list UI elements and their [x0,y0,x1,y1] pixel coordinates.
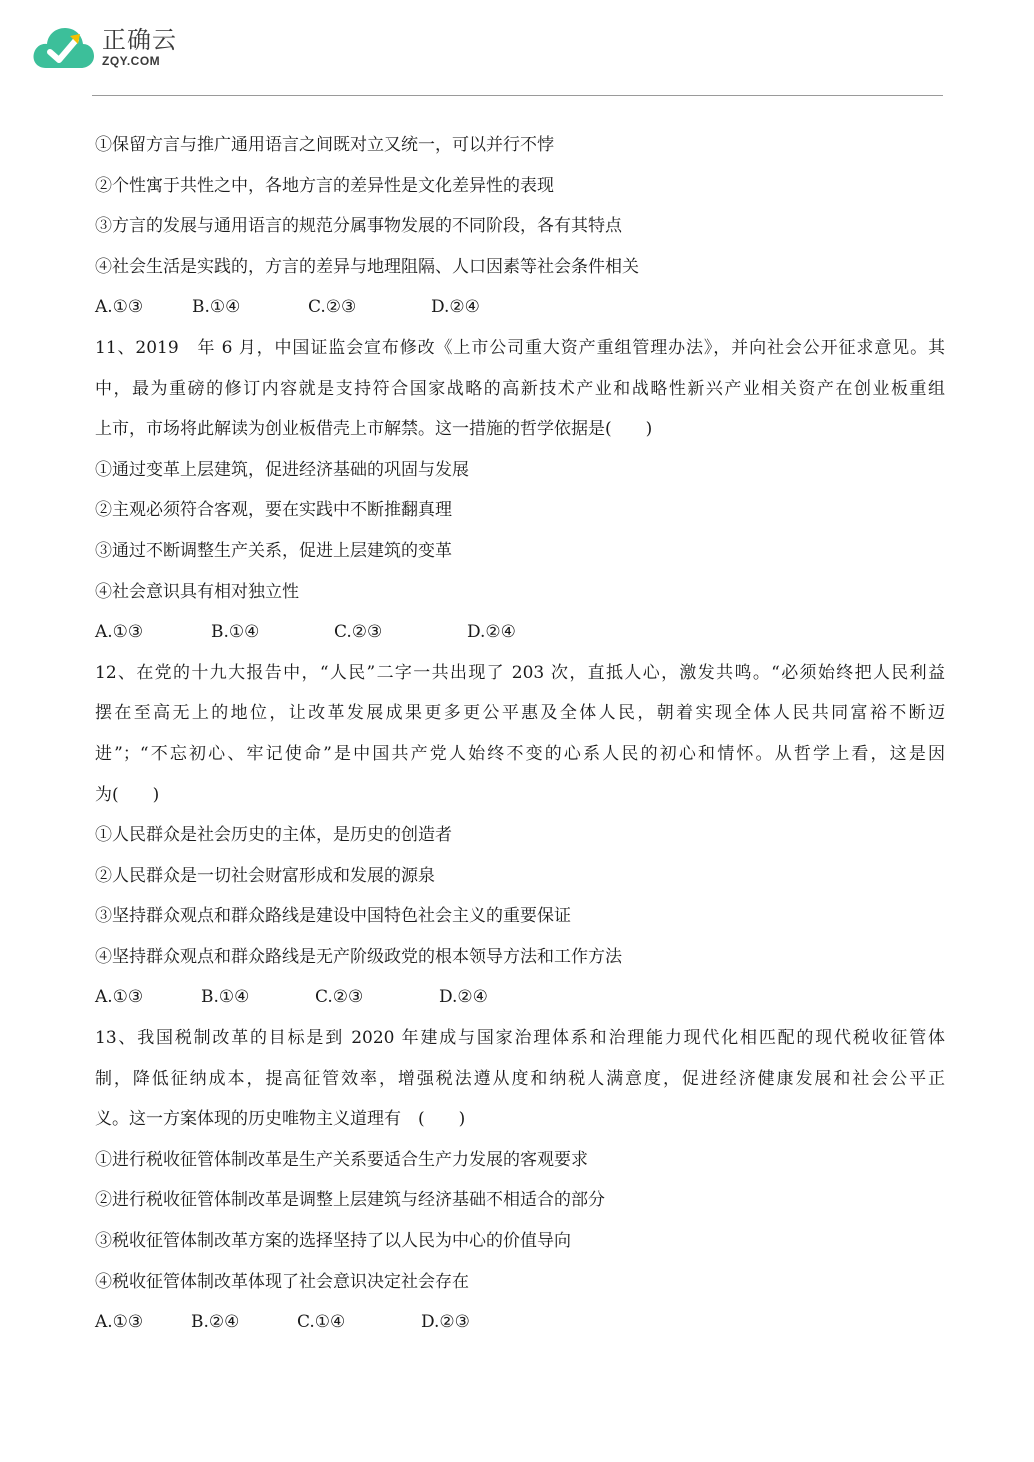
answer-b: B.②④ [191,1312,240,1333]
option-line: ③税收征管体制改革方案的选择坚持了以人民为中心的价值导向 [95,1231,571,1252]
answer-c: C.①④ [297,1312,346,1333]
header-divider [92,95,943,96]
answer-a: A.①③ [95,1312,144,1333]
answer-b: B.①④ [192,297,241,318]
question-stem-line: 摆在至高无上的地位，让改革发展成果更多更公平惠及全体人民，朝着实现全体人民共同富裕不断迈 [95,703,945,724]
option-line: ①通过变革上层建筑，促进经济基础的巩固与发展 [95,459,469,480]
answer-a: A.①③ [95,987,144,1008]
answer-a: A.①③ [95,297,144,318]
answer-c: C.②③ [334,622,383,643]
question-12 [95,653,945,1018]
answer-choices [95,977,945,1018]
question-13 [95,1018,945,1343]
option-line: ②个性寓于共性之中，各地方言的差异性是文化差异性的表现 [95,175,554,196]
brand-name: 正确云 [102,26,177,54]
document-body [95,125,945,1343]
answer-d: D.②④ [431,297,480,318]
answer-b: B.①④ [211,622,260,643]
option-line: ④社会生活是实践的，方言的差异与地理阻隔、人口因素等社会条件相关 [95,256,639,277]
option-line: ①保留方言与推广通用语言之间既对立又统一，可以并行不悖 [95,135,554,155]
answer-a: A.①③ [95,622,144,643]
answer-d: D.②④ [467,622,516,643]
question-stem-line: 制，降低征纳成本，提高征管效率，增强税法遵从度和纳税人满意度，促进经济健康发展和社会公平正 [95,1068,945,1089]
option-line: ③方言的发展与通用语言的规范分属事物发展的不同阶段，各有其特点 [95,216,622,237]
question-stem-line: 13、我国税制改革的目标是到 2020 年建成与国家治理体系和治理能力现代化相匹配的现代税收征管体 [95,1028,945,1049]
cloud-check-icon [30,22,96,74]
question-stem-line: 12、在党的十九大报告中，“人民”二字一共出现了 203 次，直抵人心，激发共鸣。“必须始终把人民利益 [95,662,945,683]
answer-c: C.②③ [308,297,357,318]
question-stem-line: 中，最为重磅的修订内容就是支持符合国家战略的高新技术产业和战略性新兴产业相关资产在创业板重组 [95,378,945,399]
option-line: ④社会意识具有相对独立性 [95,581,299,602]
option-line: ④税收征管体制改革体现了社会意识决定社会存在 [95,1271,469,1292]
answer-choices [95,287,945,328]
answer-d: D.②③ [421,1312,470,1333]
question-stem-line: 11、2019 年 6 月，中国证监会宣布修改《上市公司重大资产重组管理办法》，并向社会公开征求意见。其 [95,337,945,358]
answer-c: C.②③ [315,987,364,1008]
option-line: ③通过不断调整生产关系，促进上层建筑的变革 [95,540,452,561]
answer-choices [95,612,945,653]
question-stem-line: 为( ) [95,784,160,805]
option-line: ②人民群众是一切社会财富形成和发展的源泉 [95,865,435,886]
option-line: ②主观必须符合客观，要在实践中不断推翻真理 [95,500,452,521]
question-stem-line: 进”；“不忘初心、牢记使命”是中国共产党人始终不变的心系人民的初心和情怀。从哲学上看，这是因 [95,743,945,764]
option-line: ①人民群众是社会历史的主体，是历史的创造者 [95,825,452,846]
answer-b: B.①④ [201,987,250,1008]
answer-d: D.②④ [439,987,488,1008]
brand-domain: ZQY.COM [102,54,161,68]
question-10 [95,125,945,328]
option-line: ①进行税收征管体制改革是生产关系要适合生产力发展的客观要求 [95,1149,588,1170]
question-11 [95,328,945,653]
option-line: ②进行税收征管体制改革是调整上层建筑与经济基础不相适合的部分 [95,1190,605,1211]
header-logo [30,22,230,74]
option-line: ③坚持群众观点和群众路线是建设中国特色社会主义的重要保证 [95,906,571,927]
answer-choices [95,1302,945,1343]
question-stem-line: 上市，市场将此解读为创业板借壳上市解禁。这一措施的哲学依据是( ) [95,419,653,440]
question-stem-line: 义。这一方案体现的历史唯物主义道理有 ( ) [95,1109,466,1130]
option-line: ④坚持群众观点和群众路线是无产阶级政党的根本领导方法和工作方法 [95,946,622,967]
